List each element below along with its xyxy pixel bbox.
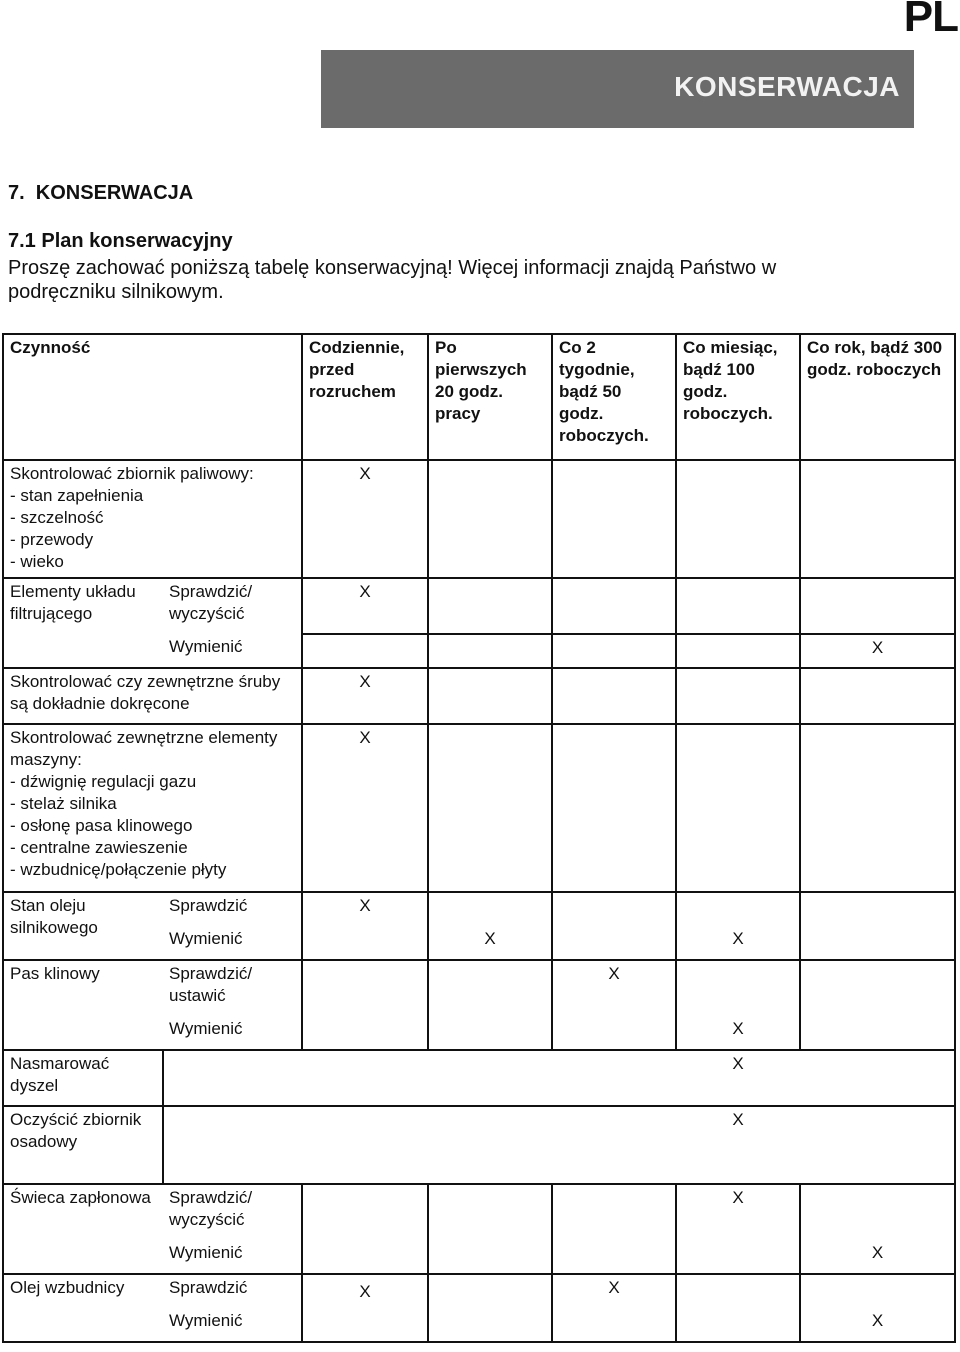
row-screws: Skontrolować czy zewnętrzne śruby są dokładnie dokręcone — [3, 668, 302, 724]
row-exciter-oil: Olej wzbudnicy — [3, 1274, 163, 1342]
mark-cell: X — [676, 1016, 800, 1050]
mark-cell: X — [676, 1106, 800, 1184]
mark-cell: X — [302, 892, 428, 926]
header-activity: Czynność — [3, 334, 302, 460]
mark-cell: X — [552, 960, 676, 1016]
row-grease: Nasmarować dyszel — [3, 1050, 163, 1106]
row-vbelt: Pas klinowy — [3, 960, 163, 1050]
language-label: PL — [903, 0, 958, 41]
mark-cell: X — [676, 926, 800, 960]
row-filter-replace: Wymienić — [163, 634, 302, 668]
header-yearly: Co rok, bądź 300 godz. roboczych — [800, 334, 955, 460]
table-header-row — [3, 334, 955, 460]
header-banner — [321, 50, 914, 128]
table-row — [3, 460, 955, 578]
table-row — [3, 892, 955, 926]
table-row — [3, 1184, 955, 1240]
row-exciter-replace: Wymienić — [163, 1308, 302, 1342]
row-engine-oil: Stan oleju silnikowego — [3, 892, 163, 960]
table-row — [3, 1050, 955, 1106]
row-exciter-check: Sprawdzić — [163, 1274, 302, 1308]
mark-cell: X — [302, 668, 428, 724]
table-row — [3, 960, 955, 1016]
row-spark: Świeca zapłonowa — [3, 1184, 163, 1274]
row-sediment: Oczyścić zbiornik osadowy — [3, 1106, 163, 1184]
row-spark-check: Sprawdzić/ wyczyścić — [163, 1184, 302, 1240]
table-row — [3, 1274, 955, 1308]
row-engine-oil-replace: Wymienić — [163, 926, 302, 960]
mark-cell: X — [302, 1274, 428, 1308]
maintenance-table — [2, 333, 956, 1343]
subsection-title: 7.1 Plan konserwacyjny — [8, 230, 233, 252]
row-vbelt-replace: Wymienić — [163, 1016, 302, 1050]
mark-cell: X — [800, 634, 955, 668]
header-daily: Codziennie, przed rozruchem — [302, 334, 428, 460]
mark-cell: X — [676, 1050, 800, 1106]
banner-title: KONSERWACJA — [674, 71, 900, 102]
intro-text: Proszę zachować poniższą tabelę konserwacyjną! Więcej informacji znajdą Państwo w podręczniku silnikowym. — [8, 257, 777, 303]
row-spark-replace: Wymienić — [163, 1240, 302, 1274]
mark-cell: X — [428, 926, 552, 960]
mark-cell: X — [800, 1308, 955, 1342]
mark-cell: X — [800, 1240, 955, 1274]
row-fuel-tank: Skontrolować zbiornik paliwowy: - stan zapełnienia - szczelność - przewody - wieko — [3, 460, 302, 578]
row-external: Skontrolować zewnętrzne elementy maszyny: - dźwignię regulacji gazu - stelaż silnika - osłonę pasa klinowego - centralne zawieszenie - wzbudnicę/połączenie płyty — [3, 724, 302, 892]
table-row — [3, 1106, 955, 1184]
row-engine-oil-check: Sprawdzić — [163, 892, 302, 926]
table-row — [3, 578, 955, 634]
mark-cell: X — [302, 578, 428, 634]
header-first-20h: Po pierwszych 20 godz. pracy — [428, 334, 552, 460]
mark-cell: X — [552, 1274, 676, 1308]
header-monthly: Co miesiąc, bądź 100 godz. roboczych. — [676, 334, 800, 460]
header-biweekly: Co 2 tygodnie, bądź 50 godz. roboczych. — [552, 334, 676, 460]
row-filter: Elementy układu filtrującego — [3, 578, 163, 668]
section-title: 7. KONSERWACJA — [8, 182, 194, 204]
mark-cell: X — [302, 460, 428, 578]
mark-cell: X — [302, 724, 428, 892]
table-row — [3, 724, 955, 892]
table-row — [3, 668, 955, 724]
mark-cell: X — [676, 1184, 800, 1240]
row-filter-check: Sprawdzić/ wyczyścić — [163, 578, 302, 634]
row-vbelt-check: Sprawdzić/ ustawić — [163, 960, 302, 1016]
